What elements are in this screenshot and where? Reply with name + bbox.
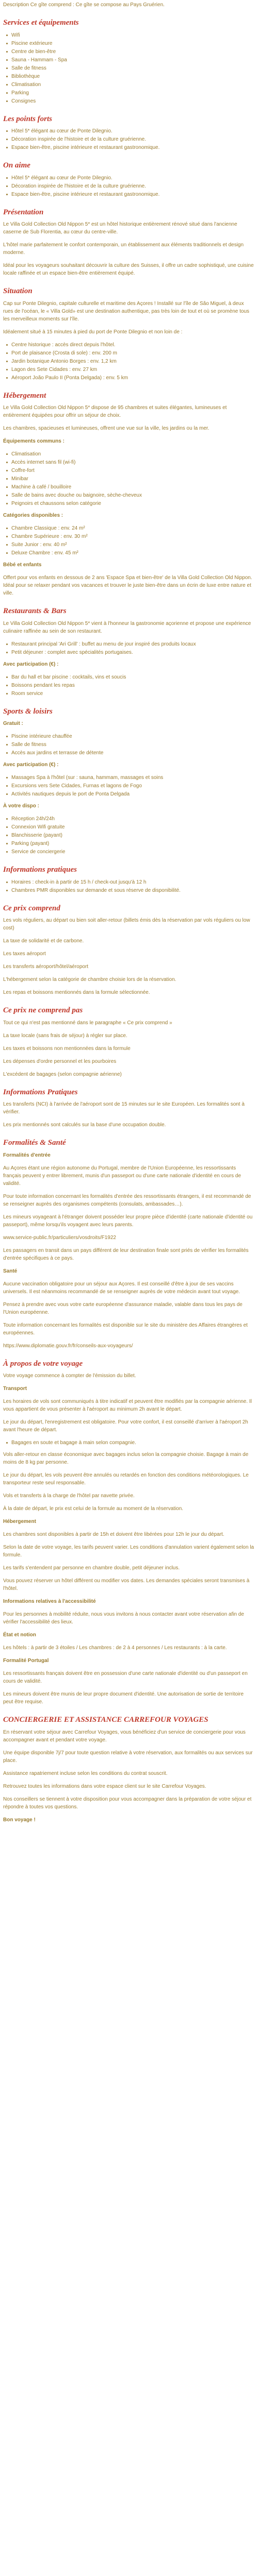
formalite-portugal-p1: Les ressortissants français doivent être en possession d'une carte nationale d'identité ou d'un passeport en cours de validité. [3, 1671, 248, 1684]
propos-h3: Les tarifs s'entendent par personne en chambre double, petit déjeuner inclus. [3, 1565, 180, 1571]
restaurants-title: Restaurants & Bars [3, 607, 67, 615]
propos-h1: Les chambres sont disponibles à partir de 15h et doivent être libérées pour 12h le jour du départ. [3, 1532, 224, 1537]
equipment-heading: Équipements communs : [3, 438, 64, 444]
transport-p3: Vols aller-retour en classe économique avec bagages inclus selon la compagnie choisie. Bagage à main de moins de 8 kg par personne. [3, 1452, 249, 1465]
list-item: Excursions vers Sete Cidades, Furnas et lagons de Fogo [6, 782, 255, 790]
restaurants-sub-list [3, 673, 255, 698]
list-item: Connexion Wifi gratuite [6, 823, 255, 831]
list-item: Salle de bains avec douche ou baignoire, sèche-cheveux [6, 492, 255, 499]
list-item: Deluxe Chambre : env. 45 m² [6, 549, 255, 557]
etat-p1: Les hôtels : à partir de 3 étoiles / Les chambres : de 2 à 4 personnes / Les restaurants : à la carte. [3, 1645, 227, 1651]
list-item: Bibliothèque [6, 73, 255, 80]
list-item: Consignes [6, 97, 255, 105]
formalites-p3: Les mineurs voyageant à l'étranger doivent posséder leur propre pièce d'identité (carte nationale d'identité ou passeport), même lorsqu'ils voyagent avec leurs parents. [3, 1214, 253, 1228]
list-item: Climatisation [6, 450, 255, 458]
accessibility-heading: Informations relatives à l'accessibilité [3, 1599, 96, 1604]
importantes-title: Informations Pratiques [3, 1088, 78, 1096]
list-item: Piscine extérieure [6, 40, 255, 47]
services-title: Services et équipements [3, 19, 79, 27]
prix-p3: Les taxes aéroport [3, 951, 46, 957]
list-item: Boissons pendant les repas [6, 682, 255, 689]
list-item: Port de plaisance (Crosta di sole) : env. 200 m [6, 349, 255, 357]
ne-prix-p4: Les dépenses d'ordre personnel et les pourboires [3, 1058, 117, 1064]
formalites-sub-heading: Formalités d'entrée [3, 1152, 51, 1158]
list-item: Chambre Classique : env. 24 m² [6, 524, 255, 532]
propos-h2: Selon la date de votre voyage, les tarifs peuvent varier. Les conditions d'annulation varient également selon la formule. [3, 1545, 254, 1558]
list-item: Espace bien-être, piscine intérieure et restaurant gastronomique. [6, 144, 255, 151]
prix-title: Ce prix comprend [3, 904, 60, 912]
points-list [3, 127, 255, 151]
sante-p1: Aucune vaccination obligatoire pour un séjour aux Açores. Il est conseillé d'être à jour de ses vaccins universels. Il est néanmoins recommandé de se renseigner auprès de votre médecin avant tout voyage. [3, 1281, 240, 1295]
baby-heading: Bébé et enfants [3, 562, 42, 568]
accessibility-p1: Pour les personnes à mobilité réduite, nous vous invitons à nous contacter avant votre réservation afin de vérifier l'accessibilité des lieux. [3, 1612, 244, 1625]
list-item: Minibar [6, 475, 255, 483]
list-item: Coffre-fort [6, 467, 255, 474]
sports-available-heading: À votre dispo : [3, 803, 40, 809]
propos-hebergement-heading: Hébergement [3, 1519, 36, 1524]
formalite-portugal-p2: Les mineurs doivent être munis de leur propre document d'identité. Une autorisation de sortie de territoire peut être requise. [3, 1691, 244, 1705]
list-item: Jardin botanique Antonio Borges : env. 1,2 km [6, 358, 255, 365]
hebergement-p2: Les chambres, spacieuses et lumineuses, offrent une vue sur la ville, les jardins ou la mer. [3, 426, 209, 431]
restaurants-list [3, 640, 255, 656]
ne-prix-title: Ce prix ne comprend pas [3, 1006, 83, 1014]
list-item: Peignoirs et chaussons selon catégorie [6, 500, 255, 507]
sports-paid-list [3, 774, 255, 798]
list-item: Centre de bien-être [6, 48, 255, 56]
conciergerie-p1: En réservant votre séjour avec Carrefour Voyages, vous bénéficiez d'un service de conciergerie pour vous accompagner avant et pendant votre voyage. [3, 1729, 246, 1743]
propos-title: À propos de votre voyage [3, 1359, 83, 1368]
list-item: Restaurant principal 'Ari Grill' : buffet au menu de jour inspiré des produits locaux [6, 640, 255, 648]
intro-text: Description Ce gîte comprend : Ce gîte se compose au Pays Gruérien. [3, 2, 165, 8]
list-item: Petit déjeuner : complet avec spécialités portugaises. [6, 649, 255, 656]
conciergerie-title: CONCIERGERIE ET ASSISTANCE CARREFOUR VOYAGES [3, 1716, 208, 1724]
list-item: Salle de fitness [6, 741, 255, 749]
categories-list [3, 524, 255, 557]
list-item: Centre historique : accès direct depuis l'hôtel. [6, 341, 255, 349]
propos-p1: Votre voyage commence à compter de l'émission du billet. [3, 1373, 136, 1379]
situation-title: Situation [3, 287, 33, 295]
list-item: Blanchisserie (payant) [6, 832, 255, 839]
online-list [3, 174, 255, 198]
conciergerie-p3: Assistance rapatriement incluse selon les conditions du contrat souscrit. [3, 1770, 168, 1776]
baby-text: Offert pour vos enfants en dessous de 2 ans 'Espace Spa et bien-être' de la Villa Gold Collection Old Nippon. Idéal pour se relaxer pendant vos vacances et trouver le juste bien-être dans un écrin de luxe entre nature et ville. [3, 575, 252, 596]
list-item: Salle de fitness [6, 64, 255, 72]
transport-heading: Transport [3, 1386, 27, 1392]
transport-list [3, 1439, 255, 1447]
ne-prix-p5: L'excédent de bagages (selon compagnie aérienne) [3, 1071, 122, 1077]
formalites-p1: Au Açores étant une région autonome du Portugal, membre de l'Union Européenne, les ressortissants français peuvent y entrer librement, munis d'un passeport ou d'une carte nationale d'identité en cours de validité. [3, 1165, 241, 1187]
sante-p3: Toute information concernant les formalités est disponible sur le site du ministère des Affaires étrangères et européennes. [3, 1322, 248, 1336]
sante-link[interactable]: https://www.diplomatie.gouv.fr/fr/conseils-aux-voyageurs/ [3, 1343, 133, 1349]
propos-h4: Vous pouvez réserver un hôtel différent ou modifier vos dates. Les demandes spéciales seront transmises à l'hôtel. [3, 1578, 250, 1591]
online-title: On aime [3, 161, 30, 170]
list-item: Machine à café / bouilloire [6, 483, 255, 491]
list-item: Bar du hall et bar piscine : cocktails, vins et soucis [6, 673, 255, 681]
prix-p5: L'hébergement selon la catégorie de chambre choisie lors de la réservation. [3, 977, 176, 982]
sante-heading: Santé [3, 1268, 18, 1274]
restaurants-sub-heading: Avec participation (€) : [3, 661, 59, 667]
list-item: Room service [6, 690, 255, 698]
list-item: Massages Spa à l'hôtel (sur : sauna, hammam, massages et soins [6, 774, 255, 782]
categories-heading: Catégories disponibles : [3, 513, 63, 518]
hebergement-p1: Le Villa Gold Collection Old Nippon 5* dispose de 95 chambres et suites élégantes, lumineuses et entièrement équipées pour offrir un séjour de choix. [3, 405, 227, 418]
ne-prix-p1: Tout ce qui n'est pas mentionné dans le paragraphe « Ce prix comprend » [3, 1020, 172, 1026]
list-item: Service de conciergerie [6, 848, 255, 856]
restaurants-p1: Le Villa Gold Collection Old Nippon 5* vient à l'honneur la gastronomie açorienne et propose une expérience culinaire raffinée au sein de son restaurant. [3, 620, 251, 634]
list-item: Décoration inspirée de l'histoire et de la culture gruérienne. [6, 182, 255, 190]
list-item: Horaires : check-in à partir de 15 h / check-out jusqu'à 12 h [6, 878, 255, 886]
list-item: Chambres PMR disponibles sur demande et sous réserve de disponibilité. [6, 887, 255, 894]
situation-p2: Idéalement situé à 15 minutes à pied du port de Ponte Dilegnio et non loin de : [3, 329, 183, 335]
sante-p2: Pensez à prendre avec vous votre carte européenne d'assurance maladie, valable dans tous les pays de l'Union européenne. [3, 1301, 243, 1315]
formalites-p2: Pour toute information concernant les formalités d'entrée des ressortissants étrangers, il est recommandé de se renseigner auprès des organismes compétents (consulats, ambassades…). [3, 1193, 251, 1207]
presentation-p1: Le Villa Gold Collection Old Nippon 5* est un hôtel historique entièrement rénové situé dans l'ancienne caserne de Sub Florentia, au cœur du centre-ville. [3, 222, 237, 235]
list-item: Lagon des Sete Cidades : env. 27 km [6, 366, 255, 374]
conciergerie-p2: Une équipe disponible 7j/7 pour toute question relative à votre réservation, aux formalités ou aux services sur place. [3, 1750, 253, 1764]
importantes-p1: Les transferts (NCI) à l'arrivée de l'aéroport sont de 15 minutes sur le site Européen. Les formalités sont à vérifier. [3, 1101, 245, 1115]
list-item: Suite Junior : env. 40 m² [6, 541, 255, 549]
ne-prix-p3: Les taxes et boissons non mentionnées dans la formule [3, 1045, 131, 1052]
points-title: Les points forts [3, 114, 53, 123]
sports-title: Sports & loisirs [3, 707, 53, 716]
presentation-title: Présentation [3, 208, 44, 216]
formalite-portugal-heading: Formalité Portugal [3, 1658, 49, 1664]
list-item: Parking (payant) [6, 840, 255, 848]
presentation-p3: Idéal pour les voyageurs souhaitant découvrir la culture des Suisses, il offre un cadre sophistiqué, une cuisine locale raffinée et un espace bien-être entièrement équipé. [3, 263, 254, 276]
formalites-link[interactable]: www.service-public.fr/particuliers/vosdroits/F1922 [3, 1234, 116, 1241]
conciergerie-p6: Bon voyage ! [3, 1817, 36, 1823]
list-item: Accès internet sans fil (wi-fi) [6, 459, 255, 466]
list-item: Sauna - Hammam - Spa [6, 56, 255, 64]
transport-p2: Le jour du départ, l'enregistrement est obligatoire. Pour votre confort, il est conseillé d'arriver à l'aéroport 2h avant l'heure de départ. [3, 1419, 248, 1433]
list-item: Hôtel 5* élégant au cœur de Ponte Dilegnio. [6, 174, 255, 182]
list-item: Espace bien-être, piscine intérieure et restaurant gastronomique. [6, 191, 255, 198]
transport-p4: Le jour du départ, les vols peuvent être annulés ou retardés en fonction des conditions météorologiques. Le transporteur reste seul responsable. [3, 1472, 249, 1486]
transport-p5: Vols et transferts à la charge de l'hôtel par navette privée. [3, 1493, 135, 1499]
list-item: Hôtel 5* élégant au cœur de Ponte Dilegnio. [6, 127, 255, 135]
list-item: Chambre Supérieure : env. 30 m² [6, 533, 255, 540]
conciergerie-p5: Nos conseillers se tiennent à votre disposition pour vous accompagner dans la préparation de votre séjour et répondre à toutes vos questions. [3, 1796, 252, 1810]
etat-heading: État et notion [3, 1632, 36, 1638]
importantes-p2: Les prix mentionnés sont calculés sur la base d'une occupation double. [3, 1122, 166, 1128]
situation-p1: Cap sur Ponte Dilegnio, capitale culturelle et maritime des Açores ! Installé sur l'île de São Miguel, à deux rues de l'océan, le « Villa Gold» est une destination authentique, pas très loin de tout et où se promène tous les merveilleux moments sur l'île. [3, 300, 250, 322]
list-item: Aéroport João Paulo II (Ponta Delgada) : env. 5 km [6, 374, 255, 382]
sports-available-list [3, 815, 255, 856]
list-item: Bagages en soute et bagage à main selon compagnie. [6, 1439, 255, 1447]
transport-p6: À la date de départ, le prix est celui de la formule au moment de la réservation. [3, 1506, 184, 1512]
formalites-p5: Les passagers en transit dans un pays différent de leur destination finale sont priés de vérifier les formalités d'entrée spécifiques à ce pays. [3, 1247, 249, 1261]
equipment-list [3, 450, 255, 507]
pratiques-list [3, 878, 255, 894]
conciergerie-p4: Retrouvez toutes les informations dans votre espace client sur le site Carrefour Voyages. [3, 1783, 206, 1789]
list-item: Climatisation [6, 81, 255, 89]
prix-p2: La taxe de solidarité et de carbone. [3, 938, 84, 944]
sports-free-list [3, 733, 255, 757]
list-item: Parking [6, 89, 255, 97]
list-item: Activités nautiques depuis le port de Ponta Delgada [6, 790, 255, 798]
pratiques-title: Informations pratiques [3, 866, 77, 874]
list-item: Accès aux jardins et terrasse de détente [6, 749, 255, 757]
list-item: Décoration inspirée de l'histoire et de la culture gruérienne. [6, 135, 255, 143]
transport-p1: Les horaires de vols sont communiqués à titre indicatif et peuvent être modifiés par la compagnie aérienne. Il vous appartient de vous présenter à l'aéroport au minimum 2h avant le départ. [3, 1399, 252, 1412]
presentation-p2: L'hôtel marie parfaitement le confort contemporain, un établissement aux éléments traditionnels et design moderne. [3, 242, 244, 256]
prix-p1: Les vols réguliers, au départ ou bien soit aller-retour (billets émis dès la réservation par vols réguliers ou low cost) [3, 918, 250, 931]
prix-p4: Les transferts aéroport/hôtel/aéroport [3, 964, 89, 970]
list-item: Réception 24h/24h [6, 815, 255, 823]
sports-free-heading: Gratuit : [3, 721, 23, 726]
services-list [3, 31, 255, 105]
formalites-title: Formalités & Santé [3, 1139, 66, 1147]
situation-list [3, 341, 255, 382]
list-item: Piscine intérieure chauffée [6, 733, 255, 740]
prix-p6: Les repas et boissons mentionnés dans la formule sélectionnée. [3, 990, 150, 995]
sports-paid-heading: Avec participation (€) : [3, 762, 59, 768]
list-item: Wifi [6, 31, 255, 39]
ne-prix-p2: La taxe locale (sans frais de séjour) à régler sur place. [3, 1032, 127, 1039]
hebergement-title: Hébergement [3, 391, 46, 400]
